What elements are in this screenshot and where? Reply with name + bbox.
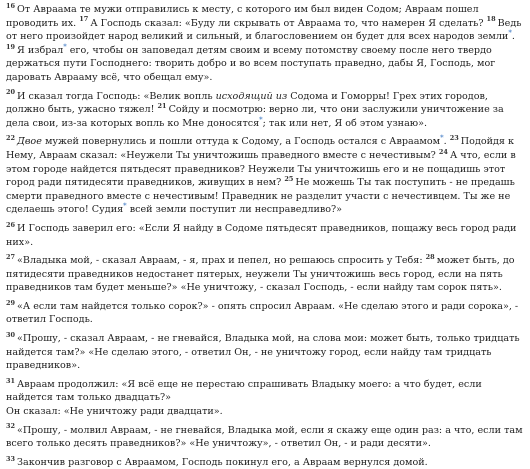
verse-text: его, чтобы он заповедал детям своим и всему потомству своему после него твердо держаться пути Господнего: творить добро и во всем поступать праведно, дабы Я, Господь, мог даровать Аврааму всё, что обещал ему».	[6, 44, 496, 83]
footnote-marker[interactable]: *	[440, 134, 444, 143]
verse-paragraph-p29	[6, 300, 524, 327]
verse-number: 23	[449, 134, 459, 143]
verse-paragraph-p33	[6, 456, 524, 469]
verse-text: Содома и Гоморры! Грех этих городов, должно быть, ужасно тяжел!	[6, 90, 488, 116]
footnote-marker[interactable]: *	[123, 202, 127, 211]
verse-number: 33	[6, 454, 16, 463]
verse-number: 27	[6, 252, 16, 261]
verse-text: Он сказал: «Не уничтожу ради двадцати».	[6, 406, 223, 418]
verse-text: И Господь заверил его: «Если Я найду в Содоме пятьдесят праведников, пощажу весь город ради них».	[6, 222, 517, 248]
footnote-marker[interactable]: *	[63, 42, 67, 51]
verse-paragraph-p16	[6, 3, 524, 85]
verse-paragraph-p31	[6, 378, 524, 419]
verse-text: От Авраама те мужи отправились к месту, с которого им был виден Содом; Авраам пошел проводить их.	[6, 4, 479, 29]
verse-number: 24	[438, 147, 448, 156]
footnote-marker[interactable]: *	[508, 29, 512, 37]
verse-number: 20	[6, 88, 16, 97]
verse-number: 22	[6, 134, 16, 143]
verse-paragraph-p30	[6, 332, 524, 373]
verse-text: И сказал тогда Господь: «Велик вопль	[17, 90, 216, 102]
verse-text: может быть, до пятидесяти праведников недостанет пятерых, неужели Ты уничтожишь весь город, если на пять праведников там будет меньше?» «Не уничтожу, - сказал Господь, - если найду там сорок пять».	[6, 255, 515, 294]
verse-text: Я избрал	[17, 44, 64, 56]
verse-number: 18	[486, 15, 496, 24]
italic-text: Двое	[17, 136, 42, 148]
verse-text: «Владыка мой, - сказал Авраам, - я, прах и пепел, но решаюсь спросить у Тебя:	[17, 255, 426, 267]
verse-text: Не можешь Ты так поступить - не предашь смерти праведного вместе с нечестивым! Праведник не разделит участи с нечестивцем. Ты же не сделаешь этого! Судия	[6, 177, 515, 216]
verse-text: А что, если в этом городе найдется пятьдесят праведников? Неужели Ты уничтожишь его и не пощадишь этот город ради пятидесяти праведников, живущих в нем?	[6, 149, 516, 189]
verse-number: 21	[157, 101, 167, 110]
verse-paragraph-p20	[6, 90, 524, 131]
verse-paragraph-p32	[6, 424, 524, 451]
verse-text: .	[443, 136, 450, 148]
verse-number: 28	[425, 252, 435, 261]
verse-number: 29	[6, 298, 16, 307]
verse-paragraph-p26	[6, 222, 524, 249]
verse-text: Закончив разговор с Авраамом, Господь покинул его, а Авраам вернулся домой.	[17, 456, 428, 468]
verse-text: .	[511, 31, 515, 43]
verse-number: 26	[6, 220, 16, 229]
verse-text: А Господь сказал: «Буду ли скрывать от Авраама то, что намерен Я сделать?	[90, 17, 487, 29]
verse-text: «Прошу, - молвил Авраам, - не гневайся, Владыка мой, если я скажу еще один раз: а что, если там всего только десять праведников?» «Не уничтожу», - ответил Он, - и ради десяти».	[6, 424, 523, 450]
verse-text: Подойдя к Нему, Авраам сказал: «Неужели Ты уничтожишь праведного вместе с нечестивым?	[6, 136, 515, 161]
verse-paragraph-p27	[6, 254, 524, 295]
verse-text: ; так или нет, Я об этом узнаю».	[262, 117, 428, 129]
italic-text: исходящий из	[215, 90, 288, 102]
verse-number: 32	[6, 422, 16, 431]
verse-text: Авраам продолжил: «Я всё еще не перестаю спрашивать Владыку моего: а что будет, если найдется там только двадцать?»	[6, 378, 482, 404]
verse-text: «Прошу, - сказал Авраам, - не гневайся, Владыка мой, на слова мои: может быть, только тридцать найдется там?» «Не сделаю этого, - ответил Он, - не уничтожу город, если найду там тридцать праведников».	[6, 333, 520, 372]
verse-number: 17	[79, 15, 89, 24]
verse-paragraph-p22	[6, 135, 524, 217]
verse-text: мужей повернулись и пошли оттуда к Содому, а Господь остался с Авраамом	[41, 136, 441, 148]
verse-text: «А если там найдется только сорок?» - опять спросил Авраам. «Не сделаю этого и ради сорока», - ответил Господь.	[6, 300, 519, 326]
verse-number: 25	[284, 174, 294, 183]
verse-number: 19	[6, 42, 16, 51]
verse-number: 16	[6, 1, 16, 10]
verse-number: 31	[6, 376, 16, 385]
verse-text: Сойду и посмотрю: верно ли, что они заслужили уничтожение за дела свои, из-за которых вопль ко Мне доносятся	[6, 104, 504, 129]
verse-number: 30	[6, 330, 16, 339]
footnote-marker[interactable]: *	[259, 115, 263, 124]
verse-text: всей земли поступит ли несправедливо?»	[126, 204, 343, 216]
verse-text: Ведь от него произойдет народ великий и сильный, и благословением он будет для всех народов земли	[6, 17, 522, 43]
